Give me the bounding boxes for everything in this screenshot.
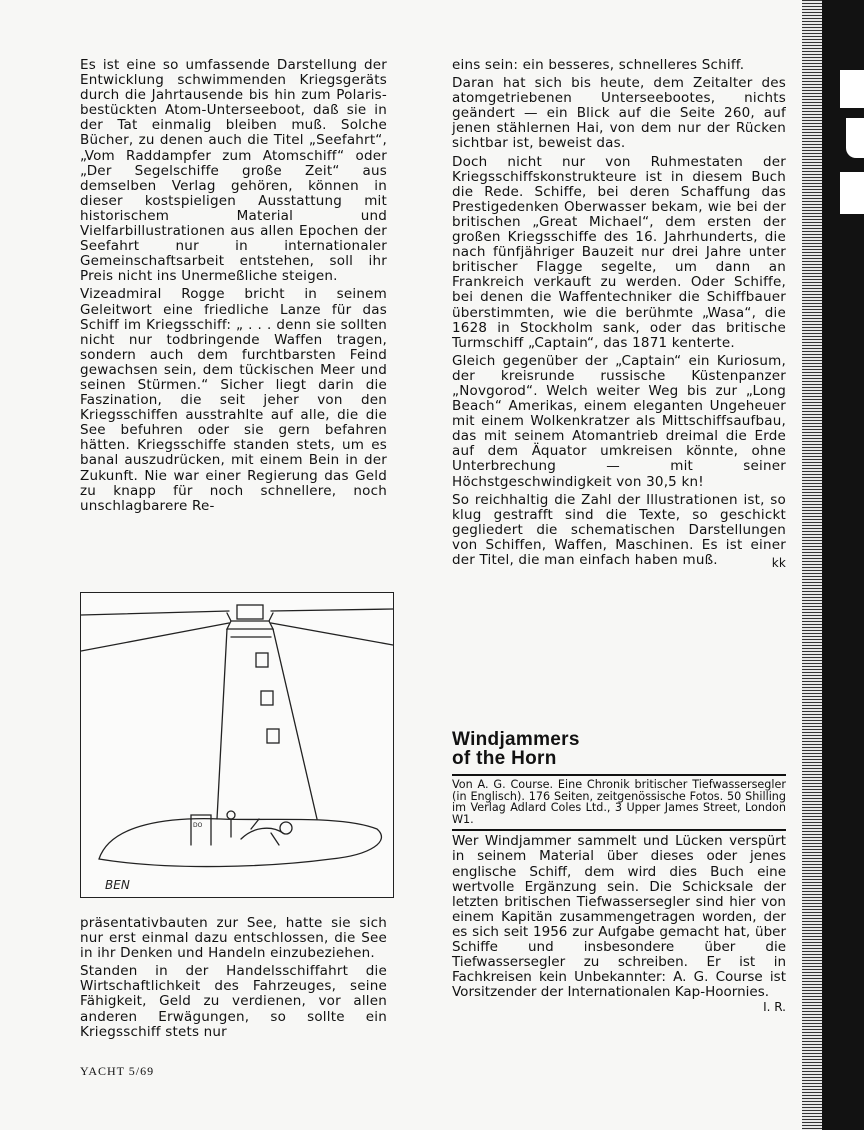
paragraph: eins sein: ein besseres, schnelleres Schiff. [452,57,745,73]
page-edge-fragments [840,70,864,214]
paragraph: So reichhaltig die Zahl der Illustrationen ist, so klug gestrafft sind die Texte, so geschickt gegliedert die schematischen Darstellungen von Schiffen, Waffen, Maschinen. Es ist einer der Titel, die man einfach haben muß. [452,491,786,568]
author-signature: kk [771,556,786,571]
right-column [452,58,786,571]
door-text: DO [193,822,203,829]
paragraph: Es ist eine so umfassende Darstellung der Entwicklung schwimmenden Kriegsgeräts durch die Jahrtausende bis hin zum Polaris-bestückten Atom-Unterseeboot, daß sie in der Tat einmalig bleiben muß. Solche Bücher, zu denen auch die Titel „Seefahrt“, „Vom Raddampfer zum Atomschiff“ oder „Der Segelschiffe große Zeit“ aus demselben Verlag gehören, können in dieser kostspieligen Ausstattung mit historischem Material und Vielfarbillustrationen aus allen Epochen der Seefahrt nur in internationaler Gemeinschaftsarbeit entstehen, soll ihr Preis nicht ins Unermeßliche steigen. [80,57,387,285]
lighthouse-drawing [81,593,393,897]
review-text: Wer Windjammer sammelt und Lücken verspürt in seinem Material über dieses oder jenes englische Schiff, dem wird dies Buch eine wertvolle Ergänzung sein. Die Schicksale der letzten britischen Tiefwassersegler sind hier von einem Kapitän zusammengetragen worden, der es sich seit 1956 zur Aufgabe gemacht hat, über Schiffe und insbesondere über die Tiefwassersegler zu schreiben. Er ist in Fachkreisen kein Unbekannter: A. G. Course ist Vorsitzender der Internationalen Kap-Hoornies. [452,833,786,1001]
review-title-line1: Windjammers [452,729,580,750]
paragraph: Daran hat sich bis heute, dem Zeitalter des atomgetriebenen Unterseebootes, nichts geändert — ein Blick auf die Seite 260, auf jenen stählernen Hai, von dem nur der Rücken sichtbar ist, beweist das. [452,75,786,152]
page-edge-stripes [802,0,822,1130]
paragraph: Vizeadmiral Rogge bricht in seinem Geleitwort eine friedliche Lanze für das Schiff im Kriegsschiff: „ . . . denn sie sollten nicht nur todbringende Waffen tragen, sondern auch dem furchtbarsten Feind gewachsen sein, dem tückischen Meer und seinen Stürmen.“ Sicher liegt darin die Faszination, die seit jeher von den Kriegsschiffen ausstrahlte auf alle, die die See befuhren oder sie gern befahren hätten. Kriegsschiffe standen stets, um es banal auszudrücken, mit einem Bein in der Zukunft. Nie war einer Regierung das Geld zu knapp für noch schnellere, noch unschlagbarere Re- [80,286,387,514]
lighthouse-cartoon [80,592,394,898]
review-title-line2: of the Horn [452,748,557,769]
cartoonist-signature: BEN [105,878,130,892]
review-title [452,730,786,768]
paragraph: Gleich gegenüber der „Captain“ ein Kuriosum, der kreisrunde russische Küstenpanzer „Novgorod“. Welch weiter Weg bis zur „Long Beach“ Amerikas, einem eleganten Ungeheuer mit einem Wolkenkratzer als Mittschiffsaufbau, das mit seinem Atomantrieb dreimal die Erde auf dem Äquator umkreisen könnte, ohne Unterbrechung — mit seiner Höchstgeschwindigkeit von 30,5 kn! [452,352,786,490]
review-windjammers [452,730,786,1016]
book-info: Von A. G. Course. Eine Chronik britischer Tiefwassersegler (in Englisch). 176 Seiten, zeitgenössische Fotos. 50 Shilling im Verlag Adlard Coles Ltd., 3 Upper James Street, London W1. [452,774,786,831]
page-footer: YACHT 5/69 [80,1064,155,1078]
left-column-top [80,58,387,517]
paragraph: Doch nicht nur von Ruhmestaten der Kriegsschiffskonstrukteure ist in diesem Buch die Rede. Schiffe, bei deren Schaffung das Prestigedenken Oberwasser bekam, wie bei der britischen „Great Michael“, dem ersten der großen Kriegsschiffe des 16. Jahrhunderts, die nach fünfjähriger Bauzeit nur drei Jahre unter britischer Flagge segelte, um dann an Frankreich verkauft zu werden. Oder Schiffe, bei denen die Waffentechniker die Schiffbauer überstimmten, wie die berühmte „Wasa“, die 1628 in Stockholm sank, oder das britische Turmschiff „Captain“, das 1871 kenterte. [452,153,786,351]
author-signature: I. R. [763,1000,786,1015]
review-body [452,834,786,1015]
left-column-bottom [80,916,387,1043]
paragraph: Standen in der Handelsschiffahrt die Wirtschaftlichkeit des Fahrzeuges, seine Fähigkeit, Geld zu verdienen, vor allen anderen Erwägungen, so sollte ein Kriegsschiff stets nur [80,963,387,1040]
paragraph: präsentativbauten zur See, hatte sie sich nur erst einmal dazu entschlossen, die See in ihr Denken und Handeln einzubeziehen. [80,915,387,962]
